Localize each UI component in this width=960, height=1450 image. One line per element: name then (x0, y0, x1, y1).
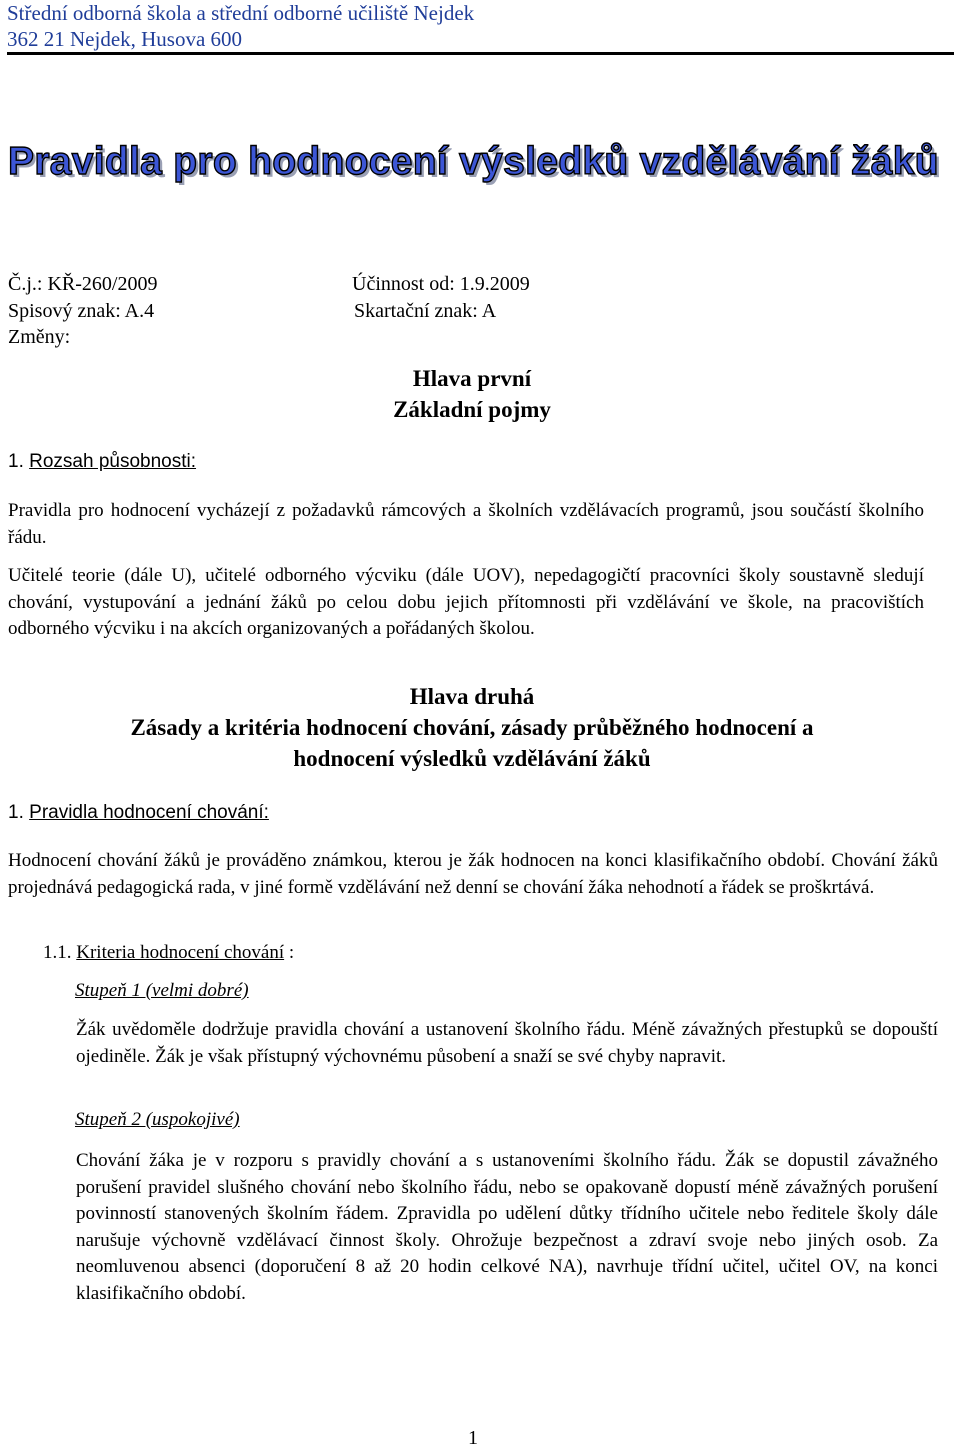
changes-label: Změny: (8, 326, 71, 348)
criteria-number: 1.1. (43, 942, 72, 963)
header-divider (7, 52, 954, 55)
document-title: Pravidla pro hodnocení výsledků vzdělávání žáků (8, 140, 939, 183)
paragraph-text: Pravidla pro hodnocení vycházejí z požadavků rámcových a školních vzdělávacích programů, jsou součástí školního řádu. (8, 500, 924, 548)
grade1-description (76, 1017, 938, 1070)
section-title: Pravidla hodnocení chování: (29, 802, 269, 823)
paragraph-text: Chování žáka je v rozporu s pravidly chování a s ustanoveními školního řádu. Žák se dopustil závažného porušení pravidel slušného chování nebo školního řádu, nebo se opakovaně dopustí méně závažných porušení povinností stanovených školním řádem. Zpravidla po udělení důtky třídního učitele nebo ředitele školy dále narušuje výchovně vzdělávací činnost školy. Ohrožuje bezpečnost a zdraví svoje nebo jiných osob. Za neomluvenou absenci (doporučení 8 až 20 hodin celkové NA), navrhuje třídní učitel, učitel OV, na konci klasifikačního období. (76, 1150, 938, 1304)
shred-mark: Skartační znak: A (354, 300, 497, 322)
paragraph-text: Hodnocení chování žáků je prováděno známkou, kterou je žák hodnocen na konci klasifikačního období. Chování žáků projednává pedagogická rada, v jiné formě vzdělávání než denní se chování žáka nehodnotí a řádek se proškrtává. (8, 850, 938, 898)
section-number: 1. (8, 451, 24, 472)
effective-date: Účinnost od: 1.9.2009 (352, 273, 530, 295)
grade2-description (76, 1148, 938, 1307)
school-name: Střední odborná škola a střední odborné učiliště Nejdek (7, 1, 475, 25)
criteria-suffix: : (284, 942, 295, 963)
section-title: Rozsah působnosti: (29, 451, 197, 472)
ref-number: Č.j.: KŘ-260/2009 (8, 273, 158, 295)
paragraph-text: Učitelé teorie (dále U), učitelé odborného výcviku (dále UOV), nepedagogičtí pracovníci školy soustavně sledují chování, vystupování a jednání žáků po celou dobu jejich přítomnosti při vzdělávání ve škole, na pracovištích odborného výcviku i na akcích organizovaných a pořádaných školou. (8, 565, 924, 639)
file-mark: Spisový znak: A.4 (8, 300, 155, 322)
part1-title: Hlava první (412, 366, 532, 391)
grade2-title: Stupeň 2 (uspokojivé) (75, 1109, 240, 1130)
criteria-title: Kriteria hodnocení chování (76, 942, 285, 963)
part2-subtitle-line1: Zásady a kritéria hodnocení chování, zásady průběžného hodnocení a (130, 715, 814, 740)
criteria-heading (43, 943, 294, 962)
part2-subtitle-line2: hodnocení výsledků vzdělávání žáků (293, 746, 651, 771)
paragraph-text: Žák uvědoměle dodržuje pravidla chování a ustanovení školního řádu. Méně závažných přestupků se dopouští ojediněle. Žák je však přístupný výchovnému působení a snaží se své chyby napravit. (76, 1019, 938, 1067)
part1-paragraph-1 (8, 498, 924, 551)
part2-paragraph-1 (8, 848, 938, 901)
page-number: 1 (468, 1427, 478, 1449)
part2-section-heading (8, 802, 269, 824)
school-address: 362 21 Nejdek, Husova 600 (7, 27, 243, 51)
part1-paragraph-2 (8, 563, 924, 643)
grade1-title: Stupeň 1 (velmi dobré) (75, 980, 249, 1001)
part2-title: Hlava druhá (409, 684, 535, 709)
part1-section-heading (8, 451, 196, 473)
part1-subtitle: Základní pojmy (393, 397, 551, 422)
section-number: 1. (8, 802, 24, 823)
